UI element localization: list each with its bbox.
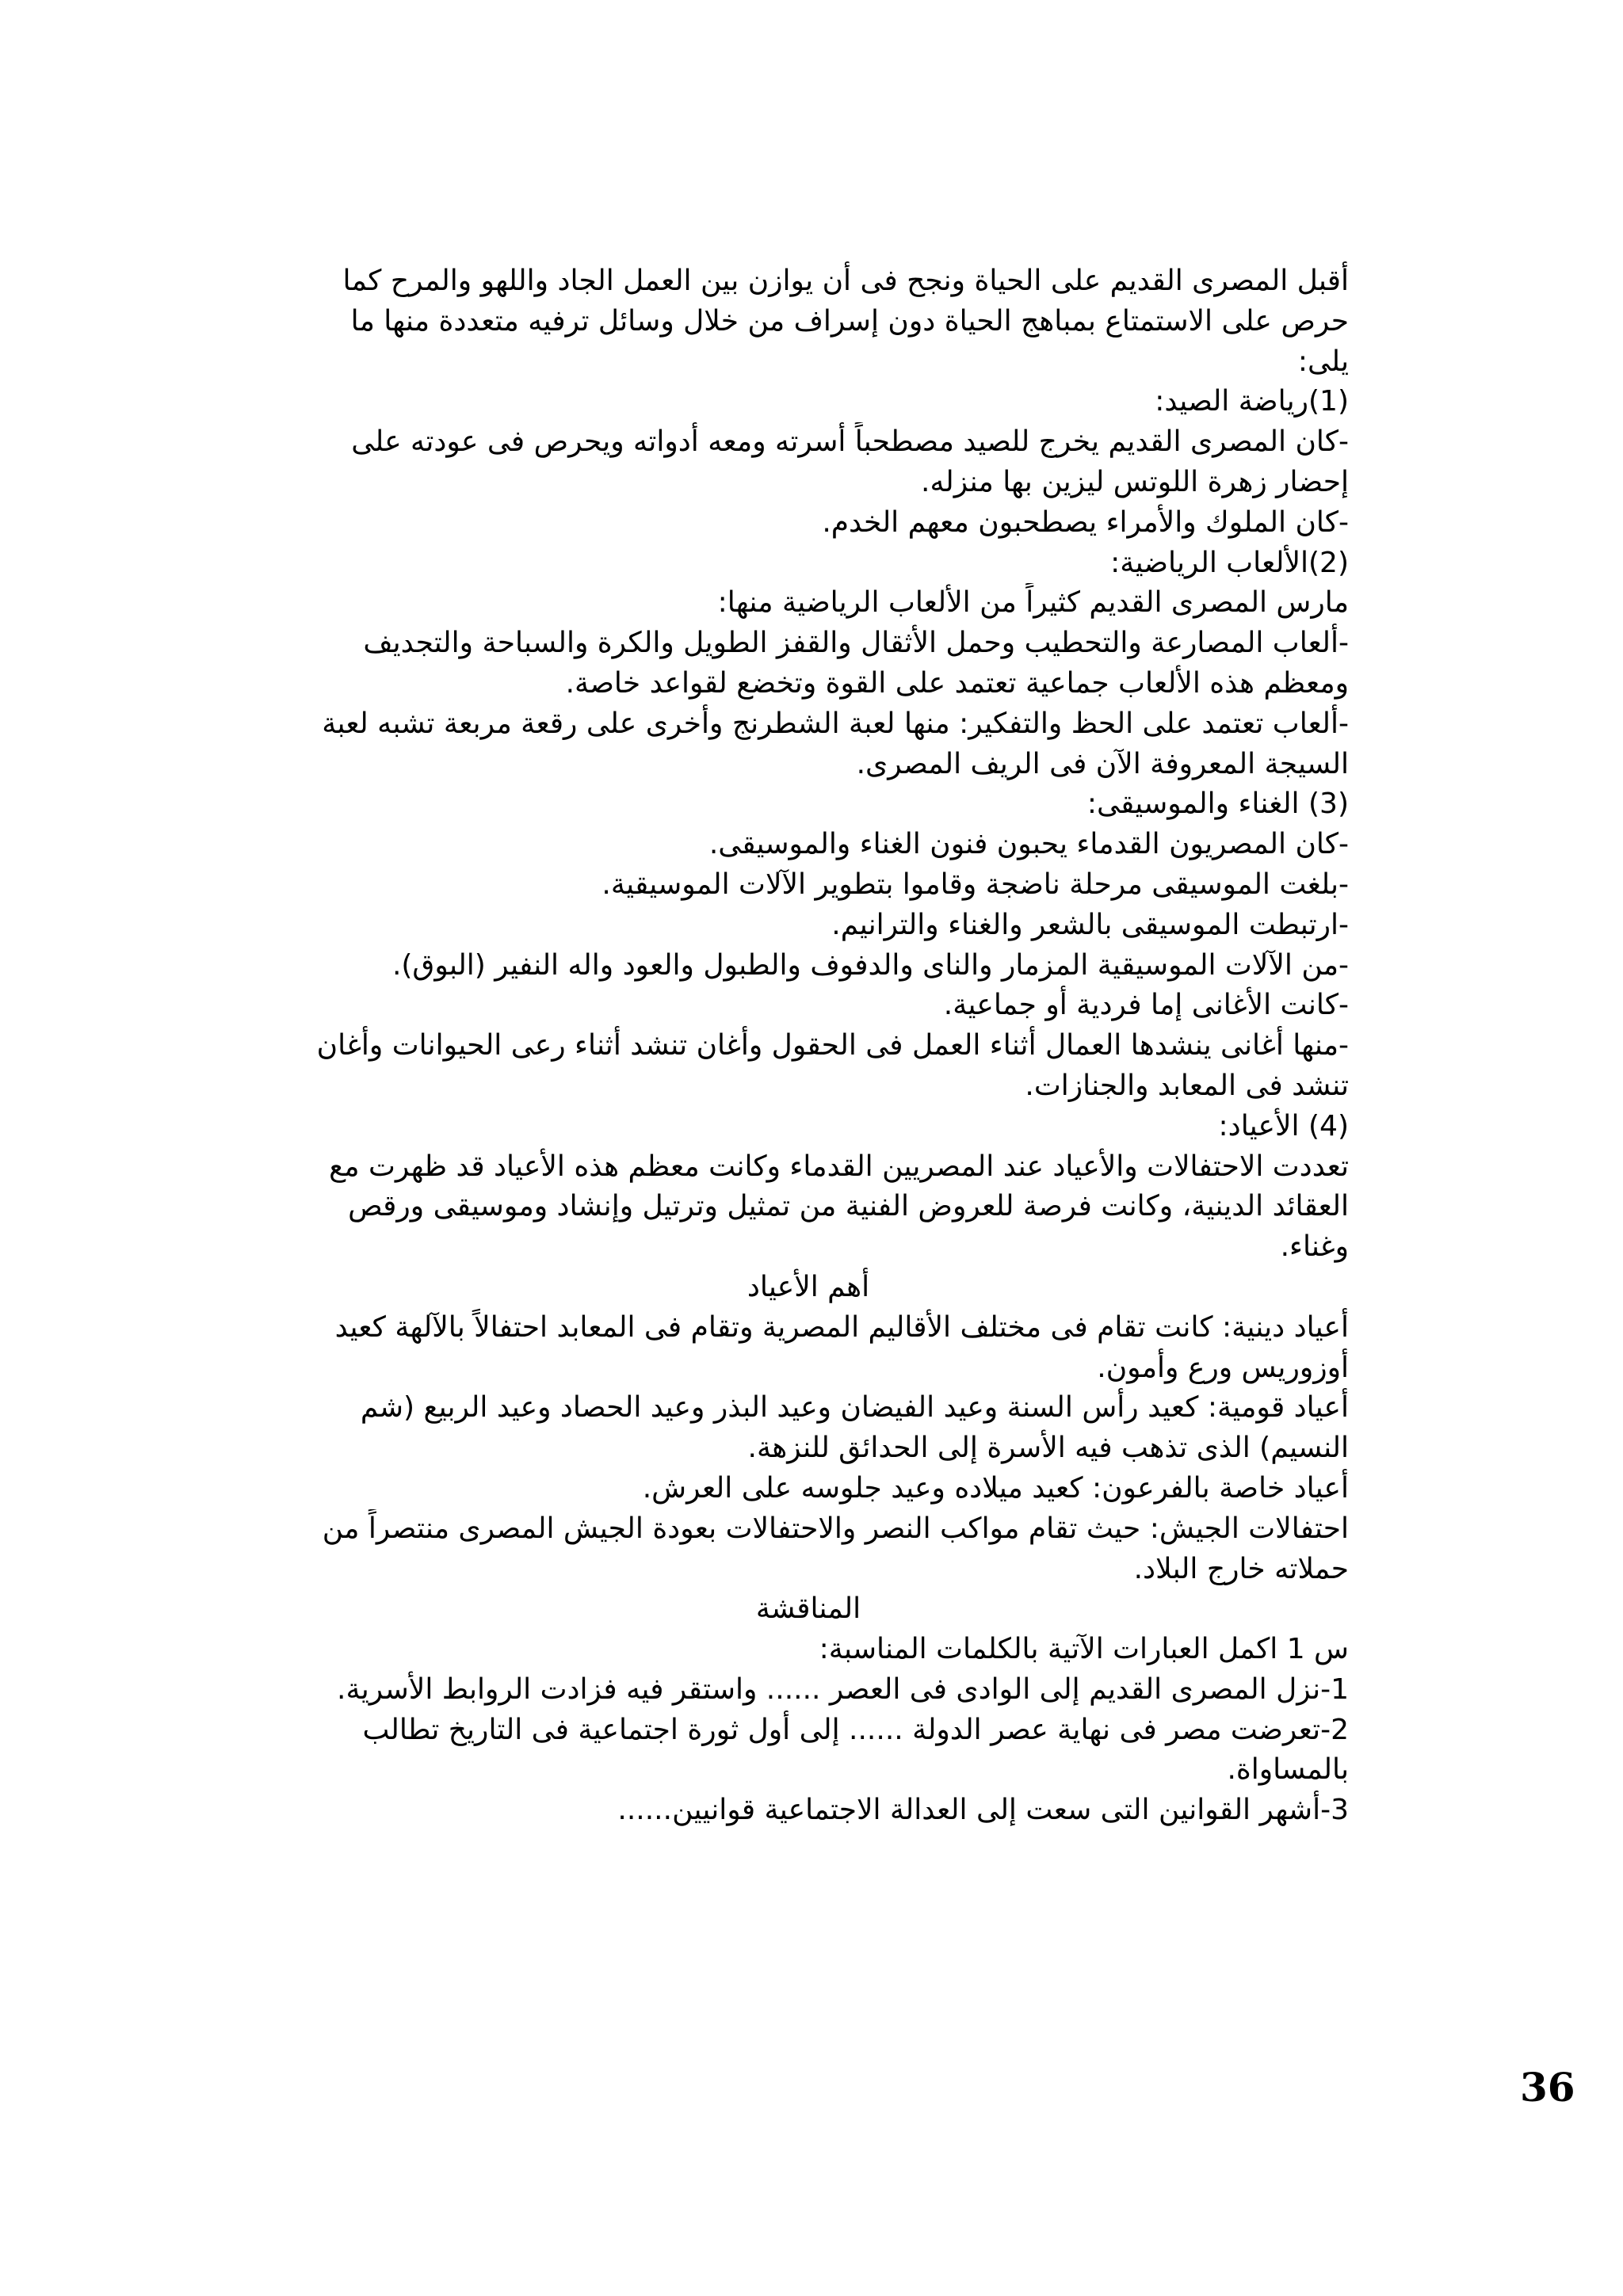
paragraph-line: أوزوريس ورع وأمون.: [1097, 1351, 1349, 1384]
paragraph-line: حرص على الاستمتاع بمباهج الحياة دون إسراف من خلال وسائل ترفيه متعددة منها ما: [350, 304, 1349, 338]
section-heading-festivals: (4) الأعياد:: [1218, 1109, 1349, 1142]
paragraph-line: -كان الملوك والأمراء يصطحبون معهم الخدم.: [822, 505, 1349, 539]
paragraph-line: احتفالات الجيش: حيث تقام مواكب النصر والاحتفالات بعودة الجيش المصرى منتصراً من: [322, 1512, 1349, 1545]
question-heading: س 1 اكمل العبارات الآتية بالكلمات المناسبة:: [819, 1633, 1349, 1666]
paragraph-line: حملاته خارج البلاد.: [1133, 1552, 1349, 1585]
question-item: 2-تعرضت مصر فى نهاية عصر الدولة ...... إلى أول ثورة اجتماعية فى التاريخ تطالب: [362, 1713, 1349, 1746]
paragraph-line: أعياد خاصة بالفرعون: كعيد ميلاده وعيد جلوسه على العرش.: [642, 1471, 1349, 1505]
paragraph-line: -كان المصريون القدماء يحبون فنون الغناء والموسيقى.: [708, 828, 1349, 861]
paragraph-line: تعددت الاحتفالات والأعياد عند المصريين القدماء وكانت معظم هذه الأعياد قد ظهرت مع: [329, 1150, 1349, 1183]
paragraph-line: -بلغت الموسيقى مرحلة ناضجة وقاموا بتطوير الآلات الموسيقية.: [601, 868, 1349, 901]
paragraph-line: -كان المصرى القديم يخرج للصيد مصطحباً أسرته ومعه أدواته ويحرص فى عودته على: [351, 425, 1349, 459]
paragraph-line: -ألعاب المصارعة والتحطيب وحمل الأثقال والقفز الطويل والكرة والسباحة والتجديف: [363, 627, 1349, 660]
paragraph-line: -من الآلات الموسيقية المزمار والناى والدفوف والطبول والعود واله النفير (البوق).: [391, 948, 1349, 982]
question-item: 1-نزل المصرى القديم إلى الوادى فى العصر ...... واستقر فيه فزادت الروابط الأسرية.: [337, 1672, 1349, 1706]
paragraph-line: -منها أغانى ينشدها العمال أثناء العمل فى الحقول وأغان تنشد أثناء رعى الحيوانات وأغان: [316, 1029, 1349, 1062]
paragraph-line: النسيم) الذى تذهب فيه الأسرة إلى الحدائق للنزهة.: [747, 1432, 1349, 1465]
section-heading-music: (3) الغناء والموسيقى:: [1086, 788, 1349, 821]
paragraph-line: إحضار زهرة اللوتس ليزين بها منزله.: [921, 465, 1349, 498]
paragraph-line: العقائد الدينية، وكانت فرصة للعروض الفنية من تمثيل وترتيل وإنشاد وموسيقى ورقص: [348, 1190, 1349, 1223]
page-number: 36: [1520, 2064, 1575, 2111]
body-text: [268, 261, 1349, 1831]
paragraph-line: -ألعاب تعتمد على الحظ والتفكير: منها لعبة الشطرنج وأخرى على رقعة مربعة تشبه لعبة: [322, 707, 1349, 740]
paragraph-line: أعياد دينية: كانت تقام فى مختلف الأقاليم المصرية وتقام فى المعابد احتفالاً بالآلهة كعيد: [334, 1310, 1349, 1344]
subheading-discussion: المناقشة: [755, 1592, 861, 1626]
section-heading-sports: (2)الألعاب الرياضية:: [1110, 546, 1349, 579]
section-heading-hunting: (1)رياضة الصيد:: [1155, 385, 1349, 418]
paragraph-line: -كانت الأغانى إما فردية أو جماعية.: [943, 989, 1349, 1022]
paragraph-line: أعياد قومية: كعيد رأس السنة وعيد الفيضان وعيد البذر وعيد الحصاد وعيد الربيع (شم: [360, 1391, 1349, 1425]
paragraph-line: -ارتبطت الموسيقى بالشعر والغناء والترانيم.: [831, 908, 1349, 941]
subheading-main-festivals: أهم الأعياد: [747, 1270, 870, 1303]
paragraph-line: أقبل المصرى القديم على الحياة ونجح فى أن يوازن بين العمل الجاد واللهو والمرح كما: [342, 265, 1349, 297]
question-item: 3-أشهر القوانين التى سعت إلى العدالة الاجتماعية قوانيين......: [617, 1794, 1349, 1827]
paragraph-line: وغناء.: [1280, 1230, 1349, 1264]
paragraph-line: يلى:: [1297, 345, 1349, 378]
paragraph-line: تنشد فى المعابد والجنازات.: [1025, 1069, 1349, 1102]
paragraph-line: ومعظم هذه الألعاب جماعية تعتمد على القوة وتخضع لقواعد خاصة.: [565, 666, 1349, 700]
paragraph-line: السيجة المعروفة الآن فى الريف المصرى.: [856, 747, 1349, 780]
paragraph-line: مارس المصرى القديم كثيراً من الألعاب الرياضية منها:: [717, 586, 1349, 620]
question-item: بالمساواة.: [1227, 1753, 1349, 1787]
